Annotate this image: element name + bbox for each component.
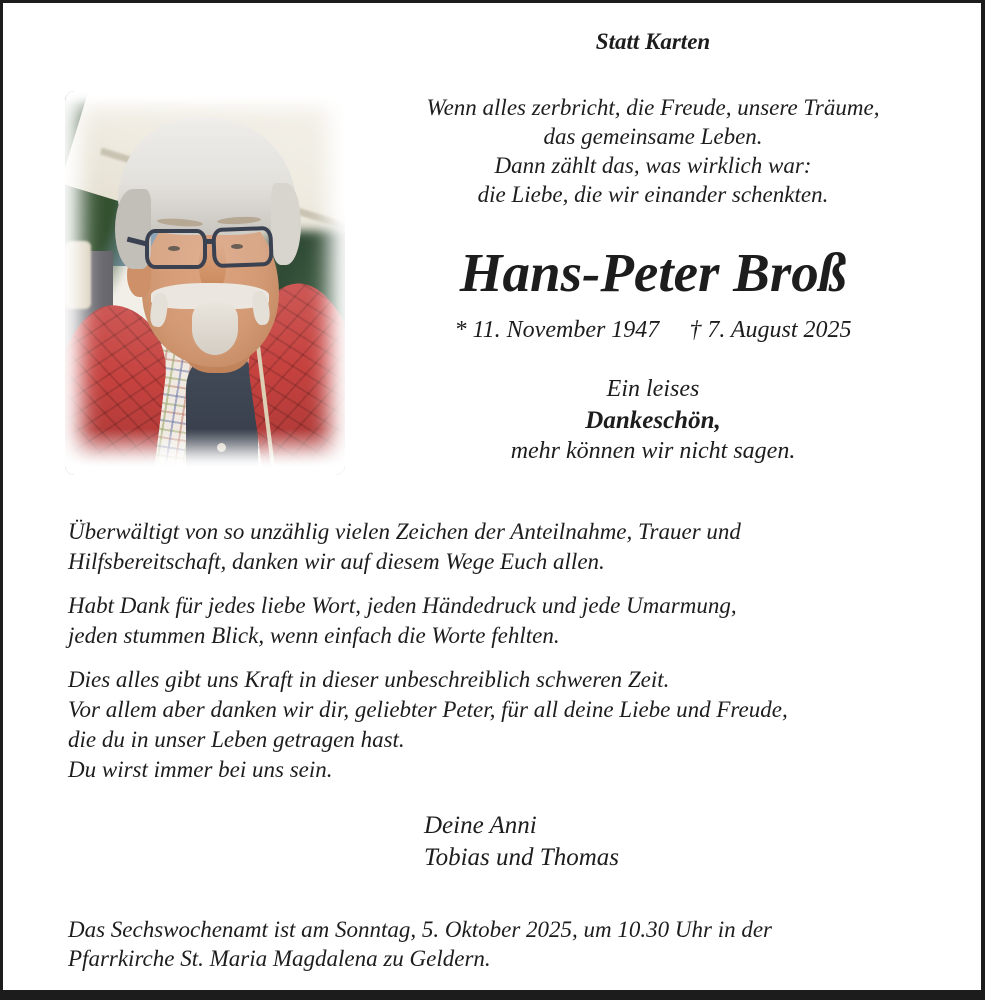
thanks-line: mehr können wir nicht sagen. [510,438,796,464]
poem-line: das gemeinsame Leben. [543,124,763,149]
body-line: jeden stummen Blick, wenn einfach die Worte fehlten. [68,623,560,648]
deceased-name: Hans-Peter Broß [459,242,847,303]
body-text [68,517,898,799]
paragraph [68,517,898,577]
memorial-poem [418,93,888,209]
paragraph [68,591,898,651]
body-line: Überwältigt von so unzählig vielen Zeichen der Anteilnahme, Trauer und [68,519,741,544]
death-date: † 7. August 2025 [689,317,852,343]
thanks-block [418,374,888,467]
signature-line: Tobias und Thomas [424,844,619,871]
poem-line: Wenn alles zerbricht, die Freude, unsere Träume, [426,95,880,120]
pre-header: Statt Karten [595,29,711,54]
body-line: Dies alles gibt uns Kraft in dieser unbeschreiblich schweren Zeit. [68,667,670,692]
poem-line: die Liebe, die wir einander schenkten. [477,182,829,207]
signature-line: Deine Anni [424,812,537,839]
body-line: Du wirst immer bei uns sein. [68,757,333,782]
paragraph [68,665,898,785]
body-line: die du in unser Leben getragen hast. [68,727,405,752]
poem-line: Dann zählt das, was wirklich war: [494,153,812,178]
photo-edge-fade [65,91,345,475]
life-dates [418,317,888,344]
body-line: Habt Dank für jedes liebe Wort, jeden Händedruck und jede Umarmung, [68,593,737,618]
body-line: Vor allem aber danken wir dir, geliebter Peter, für all deine Liebe und Freude, [68,697,788,722]
thanks-line-bold: Dankeschön, [585,407,721,434]
service-line: Das Sechswochenamt ist am Sonntag, 5. Oktober 2025, um 10.30 Uhr in der [68,917,773,942]
service-announcement [68,915,908,973]
portrait-photo [65,91,345,475]
service-line: Pfarrkirche St. Maria Magdalena zu Geldern. [68,946,491,971]
birth-date: * 11. November 1947 [454,317,660,343]
signature-block [424,810,619,874]
thanks-line: Ein leises [606,376,700,402]
body-line: Hilfsbereitschaft, danken wir auf diesem Wege Euch allen. [68,549,605,574]
